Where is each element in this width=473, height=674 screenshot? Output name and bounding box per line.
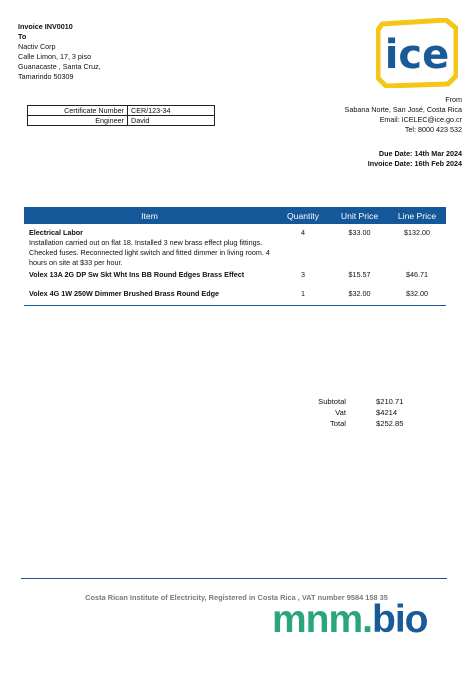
- vat-value: $4214: [376, 407, 398, 417]
- item-title: Volex 13A 2G DP Sw Skt Wht Ins BB Round Edges Brass Effect: [29, 270, 245, 279]
- table-row: [24, 270, 446, 280]
- brand-part2: bio: [372, 598, 428, 641]
- items-table: [24, 207, 446, 299]
- table-row: [24, 228, 446, 268]
- item-line-price: $46.71: [406, 270, 428, 279]
- total-value: $252.85: [376, 418, 404, 428]
- item-qty: 1: [301, 289, 305, 298]
- bill-to-line: Guanacaste , Santa Cruz,: [18, 62, 101, 71]
- brand-logo: [272, 598, 428, 642]
- totals-block: [300, 396, 440, 429]
- item-unit-price: $32.00: [348, 289, 371, 298]
- header-item: Item: [141, 210, 158, 221]
- due-date: Due Date: 14th Mar 2024: [378, 149, 462, 158]
- total-row: [300, 418, 440, 430]
- bill-to-line: Tamarindo 50309: [18, 72, 74, 81]
- ice-logo: [376, 18, 458, 88]
- footer-text: Costa Rican Institute of Electricity, Registered in Costa Rica , VAT number 9584 158 35: [85, 593, 388, 602]
- item-line-price: $132.00: [404, 228, 430, 237]
- logo-text: ice: [384, 32, 450, 78]
- from-label: From: [445, 95, 462, 104]
- vat-label: Vat: [335, 407, 346, 417]
- header-unit-price: Unit Price: [340, 210, 379, 221]
- item-unit-price: $33.00: [348, 228, 371, 237]
- item-description: Installation carried out on flat 18. Installed 3 new brass effect plug fittings. Checked fuses. Reconnected light switch and fitted dimmer in living room. 4 hours on site at $33 per hour.: [29, 238, 270, 267]
- certificate-row: [28, 106, 215, 116]
- certificate-value: CER/123-34: [128, 106, 215, 116]
- dates-block: [262, 149, 462, 169]
- vat-row: [300, 408, 440, 418]
- from-line: Email: ICELEC@ice.go.cr: [379, 115, 462, 124]
- subtotal-value: $210.71: [376, 397, 404, 406]
- from-line: Sabana Norte, San José, Costa Rica: [344, 105, 462, 114]
- item-qty: 4: [301, 228, 305, 237]
- certificate-table: [27, 105, 215, 126]
- invoice-number: Invoice INV0010: [18, 22, 73, 31]
- brand-part1: mnm.: [272, 598, 373, 641]
- bill-to-line: Nactiv Corp: [18, 42, 56, 51]
- item-title: Electrical Labor: [29, 228, 83, 237]
- items-header: [24, 207, 446, 224]
- bill-to-line: Calle Limon, 17, 3 piso: [18, 52, 92, 61]
- total-label: Total: [329, 418, 346, 428]
- from-block: [262, 95, 462, 135]
- certificate-row: [28, 116, 215, 126]
- certificate-key: Certificate Number: [28, 106, 128, 116]
- from-line: Tel: 8000 423 532: [404, 125, 462, 134]
- item-qty: 3: [301, 270, 305, 279]
- footer-divider: [21, 578, 447, 579]
- table-row: [24, 289, 446, 299]
- header-line-price: Line Price: [397, 210, 437, 221]
- invoice-date: Invoice Date: 16th Feb 2024: [367, 159, 462, 168]
- subtotal-row: [300, 396, 440, 408]
- certificate-value: David: [128, 116, 215, 126]
- certificate-key: Engineer: [28, 116, 128, 126]
- to-label: To: [18, 32, 27, 41]
- bill-to-block: [18, 22, 218, 82]
- item-line-price: $32.00: [406, 289, 428, 298]
- item-unit-price: $15.57: [348, 270, 371, 279]
- header-quantity: Quantity: [286, 210, 319, 221]
- subtotal-label: Subtotal: [318, 397, 346, 406]
- table-bottom-divider: [24, 305, 446, 306]
- item-title: Volex 4G 1W 250W Dimmer Brushed Brass Round Edge: [29, 289, 219, 298]
